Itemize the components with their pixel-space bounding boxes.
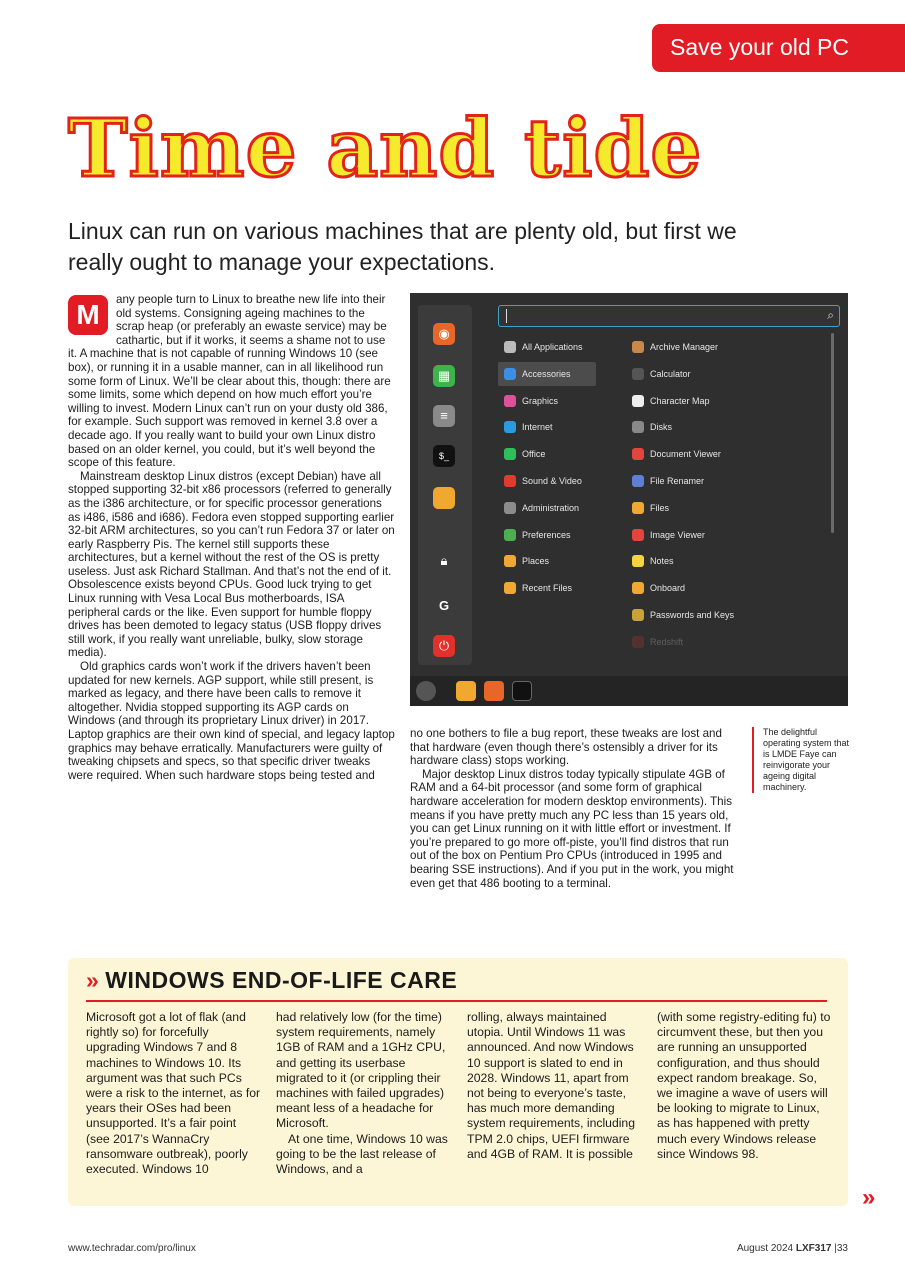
category-icon	[504, 421, 516, 433]
standfirst: Linux can run on various machines that are plenty old, but first we really ought to manage your expectations.	[68, 218, 737, 275]
search-icon: ⌕	[827, 308, 834, 322]
category-icon	[504, 582, 516, 594]
menu-app-item[interactable]: Files	[626, 496, 816, 520]
terminal-icon[interactable]	[512, 681, 532, 701]
app-icon	[632, 502, 644, 514]
menu-app-item[interactable]: Onboard	[626, 576, 816, 600]
terminal-icon: $_	[433, 445, 455, 467]
firefox-icon: ◉	[433, 323, 455, 345]
menu-category[interactable]: Office	[498, 442, 596, 466]
settings-icon: ≡	[433, 405, 455, 427]
footer-folio: August 2024 LXF317 |33	[736, 1243, 848, 1254]
menu-category[interactable]: Administration	[498, 496, 596, 520]
menu-app-item[interactable]: File Renamer	[626, 469, 816, 493]
menu-category[interactable]: Internet	[498, 415, 596, 439]
menu-app-item[interactable]: Character Map	[626, 389, 816, 413]
app-icon	[632, 475, 644, 487]
menu-category[interactable]: Sound & Video	[498, 469, 596, 493]
divider	[86, 1000, 827, 1002]
category-icon	[504, 502, 516, 514]
menu-favorites-sidebar	[418, 305, 472, 665]
app-icon	[632, 421, 644, 433]
app-icon	[632, 582, 644, 594]
app-icon	[632, 555, 644, 567]
dropcap: M	[68, 295, 108, 335]
menu-search-input[interactable]	[498, 305, 840, 327]
menu-app-item[interactable]: Disks	[626, 415, 816, 439]
category-icon	[504, 448, 516, 460]
body-column-1	[68, 293, 395, 782]
menu-app-item[interactable]: Archive Manager	[626, 335, 816, 359]
paragraph: any people turn to Linux to breathe new life into their old systems. Consigning ageing machines to the scrap heap (or preferably an ewaste service) may be cathartic, but if it works, it seems a shame not to use it. A machine that is not capable of running Windows 10 (see box), or running it in a usable manner, can in all likelihood run some form of Linux. We’ll be clear about this, though: there are some limits, some which depend on how much effort you’re willing to invest. Modern Linux can’t run on your dusty old 386, for example. Such support was removed in kernel 3.8 over a decade ago. If you really want to build your own Linux distro based on an older kernel, you could, but it’s well beyond the scope of this feature.	[68, 293, 391, 470]
app-icon	[632, 368, 644, 380]
menu-app-item[interactable]: Redshift	[626, 630, 816, 654]
scrollbar[interactable]	[831, 333, 834, 533]
category-icon	[504, 395, 516, 407]
paragraph: Major desktop Linux distros today typically stipulate 4GB of RAM and a 64-bit processor (and some form of graphical hardware acceleration for modern desktop environments). This means if you have pretty much any PC less than 15 years old, you can get Linux running on it with little effort or investment. If you’re prepared to go more off-piste, you’ll find distros that run out of the box on Pentium Pro CPUs (introduced in 1995 and bearing SSE instructions). And if you put in the work, you might even get that 486 booting to a terminal.	[410, 767, 734, 890]
footer-url: www.techradar.com/pro/linux	[68, 1243, 196, 1254]
boxout-column-2: had relatively low (for the time) system requirements, namely 1GB of RAM and a 1GHz CPU, and getting its userbase migrated to it (or crippling their machines with failed upgrades) meant less of a headache for Microsoft. At one time, Windows 10 was going to be the last release of Windows, and a	[276, 1010, 448, 1177]
category-icon	[504, 475, 516, 487]
boxout	[68, 958, 848, 1206]
category-icon	[504, 555, 516, 567]
body-column-2	[410, 727, 740, 890]
boxout-column-4: (with some registry-editing fu) to circumvent these, but then you are running an unsupported configuration, and thus should expect random breakage. So, we imagine a wave of users will be looking to migrate to Linux, as has happened with pretty much every Windows release since Windows 98.	[657, 1010, 831, 1161]
menu-category[interactable]: Graphics	[498, 389, 596, 413]
software-manager-icon: ▦	[433, 365, 455, 387]
boxout-column-1: Microsoft got a lot of flak (and rightly so) for forcefully upgrading Windows 7 and 8 machines to Windows 10. Its argument was that such PCs were a risk to the internet, as for years their OSes had been unsupported. It’s a fair point (see 2017’s WannaCry ransomware outbreak), poorly executed. Windows 10	[86, 1010, 261, 1177]
power-icon: ⏻	[433, 635, 455, 657]
logout-icon: G	[438, 598, 450, 613]
folder-icon[interactable]	[456, 681, 476, 701]
app-icon	[632, 529, 644, 541]
menu-category[interactable]: All Applications	[498, 335, 596, 359]
lock-icon: 🔒︎	[440, 553, 448, 568]
continue-icon: »	[862, 1184, 876, 1211]
category-icon	[504, 341, 516, 353]
mint-menu-icon[interactable]	[416, 681, 436, 701]
section-tag: Save your old PC	[652, 24, 905, 72]
lmde-menu-screenshot	[410, 293, 848, 706]
app-icon	[632, 609, 644, 621]
folder-icon	[433, 487, 455, 509]
menu-app-item[interactable]: Calculator	[626, 362, 816, 386]
chevron-icon: »	[86, 967, 100, 993]
boxout-column-3: rolling, always maintained utopia. Until Windows 11 was announced. And now Windows 10 support is slated to end in 2028. Windows 11, apart from not being to everyone’s taste, has much more demanding system requirements, including TPM 2.0 chips, UEFI firmware and 4GB of RAM. It is possible	[467, 1010, 635, 1161]
category-icon	[504, 529, 516, 541]
app-icon	[632, 341, 644, 353]
app-icon	[632, 448, 644, 460]
taskbar-panel	[410, 676, 848, 706]
headline: Time and tide	[68, 101, 703, 195]
menu-app-item[interactable]: Document Viewer	[626, 442, 816, 466]
menu-app-item[interactable]: Image Viewer	[626, 523, 816, 547]
firefox-icon[interactable]	[484, 681, 504, 701]
image-caption: The delightful operating system that is LMDE Faye can reinvigorate your ageing digital machinery.	[752, 727, 850, 793]
menu-category[interactable]: Preferences	[498, 523, 596, 547]
menu-category[interactable]: Recent Files	[498, 576, 596, 600]
menu-app-item[interactable]: Notes	[626, 549, 816, 573]
paragraph: Old graphics cards won’t work if the drivers haven’t been updated for new kernels. AGP support, while still present, is marked as legacy, and there have been calls to remove it altogether. Nvidia stopped supporting its AGP cards on Windows (and through its proprietary Linux driver) in 2017. Laptop graphics are their own kind of special, and legacy laptop graphics may behave erratically. Manufacturers were guilty of tweaking chipsets and specs, so that specific driver tweaks were required. When such hardware stops being tested and	[68, 660, 395, 782]
app-icon	[632, 636, 644, 648]
category-icon	[504, 368, 516, 380]
app-icon	[632, 395, 644, 407]
boxout-title: » WINDOWS END-OF-LIFE CARE	[86, 967, 458, 993]
menu-category[interactable]: Places	[498, 549, 596, 573]
paragraph: no one bothers to file a bug report, these tweaks are lost and that hardware (even though there’s ostensibly a driver for its hardware class) stops working.	[410, 727, 722, 768]
menu-app-item[interactable]: Passwords and Keys	[626, 603, 816, 627]
menu-category[interactable]: Accessories	[498, 362, 596, 386]
paragraph: Mainstream desktop Linux distros (except Debian) have all stopped supporting 32-bit x86 processors (referred to generally as the i386 architecture, or for specific processor generations as i486, i586 and i686). Fedora even stopped supporting earlier 32-bit ARM architectures, so you can’t run Fedora 37 or later on early Raspberry Pis. The kernel still supports these architectures, but a kernel without the rest of the OS is pretty useless. Just ask Richard Stallman. And that’s not the end of it. Obsolescence exists beyond CPUs. Good luck trying to get Linux running with Vesa Local Bus motherboards, ISA peripheral cards or the like. Even support for humble floppy drives has been demoted to legacy status (USB floppy drives still work, if you really want unreliable, bulky, slow storage media).	[68, 469, 395, 660]
